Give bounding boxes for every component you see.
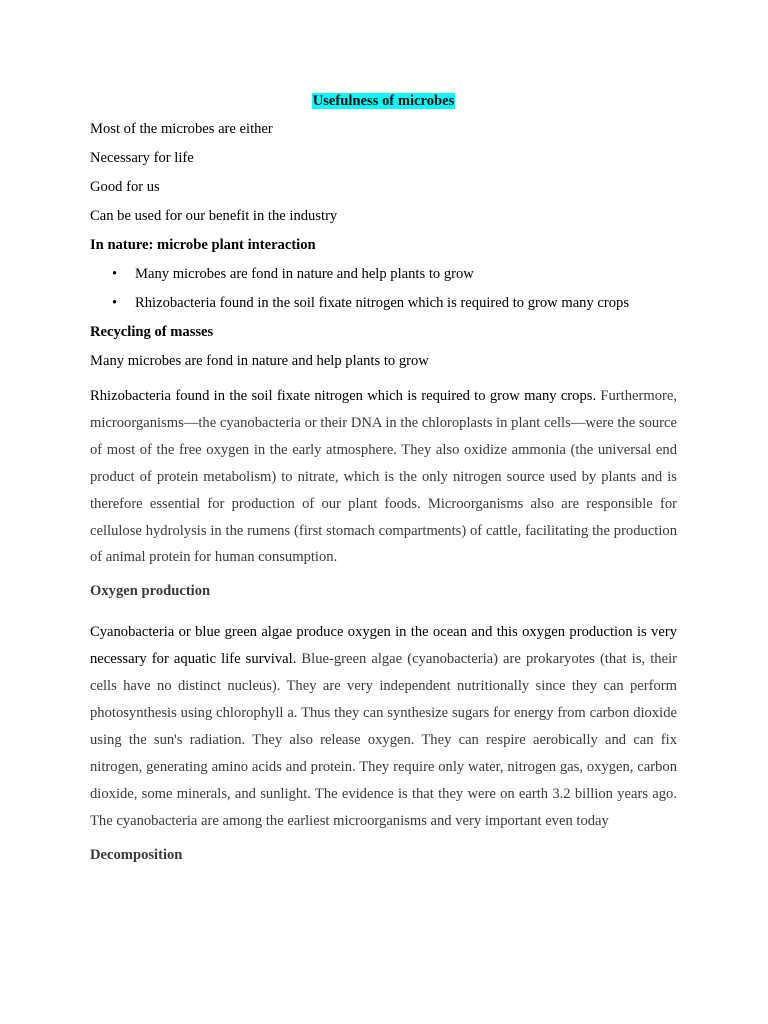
document-title: Usefulness of microbes [312, 93, 455, 109]
intro-line-3: Good for us [90, 179, 160, 195]
oxygen-para-gray: Blue-green algae (cyanobacteria) are prokaryotes (that is, their cells have no distinct nucleus). They are very independent nutritionally since they can perform photosynthesis using chlorophyll a. Thus they can synthesize sugars for energy from carbon dioxide using the sun's radiation. They also release oxygen. They can respire aerobically and can fix nitrogen, generating amino acids and protein. They require only water, nitrogen gas, oxygen, carbon dioxide, some minerals, and sunlight. The evidence is that they were on earth 3.2 billion years ago. The cyanobacteria are among the earliest microorganisms and very important even today [90, 651, 677, 829]
oxygen-para-black: Cyanobacteria or blue green algae produce oxygen in the ocean and this oxygen production is very necessary for aquatic life survival. [90, 624, 677, 668]
recycling-line: Many microbes are fond in nature and help plants to grow [90, 353, 429, 369]
list-item [90, 265, 677, 284]
heading-oxygen: Oxygen production [90, 583, 211, 600]
document-page [90, 92, 677, 865]
heading-nature: In nature: microbe plant interaction [90, 237, 316, 253]
intro-line-1: Most of the microbes are either [90, 121, 273, 137]
bullet-icon: • [112, 266, 118, 282]
heading-decomposition: Decomposition [90, 846, 183, 863]
bullet-text: Rhizobacteria found in the soil fixate nitrogen which is required to grow many crops [135, 295, 630, 311]
title-row [90, 92, 677, 111]
oxygen-paragraph [90, 619, 677, 834]
intro-line-2: Necessary for life [90, 150, 194, 166]
intro-line-4: Can be used for our benefit in the industry [90, 208, 338, 224]
recycling-para-gray: Furthermore, microorganisms—the cyanobacteria or their DNA in the chloroplasts in plant cells—were the source of most of the free oxygen in the early atmosphere. They also oxidize ammonia (the universal end product of protein metabolism) to nitrate, which is the only nitrogen source used by plants and is therefore essential for production of our plant foods. Microorganisms also are responsible for cellulose hydrolysis in the rumens (first stomach compartments) of cattle, facilitating the production of animal protein for human consumption. [90, 388, 677, 566]
recycling-paragraph [90, 383, 677, 571]
list-item [90, 294, 677, 313]
heading-recycling: Recycling of masses [90, 324, 214, 340]
bullet-icon: • [112, 295, 118, 311]
recycling-para-black: Rhizobacteria found in the soil fixate nitrogen which is required to grow many crops. [90, 388, 597, 404]
bullet-text: Many microbes are fond in nature and help plants to grow [135, 266, 474, 282]
nature-bullet-list [90, 265, 677, 313]
